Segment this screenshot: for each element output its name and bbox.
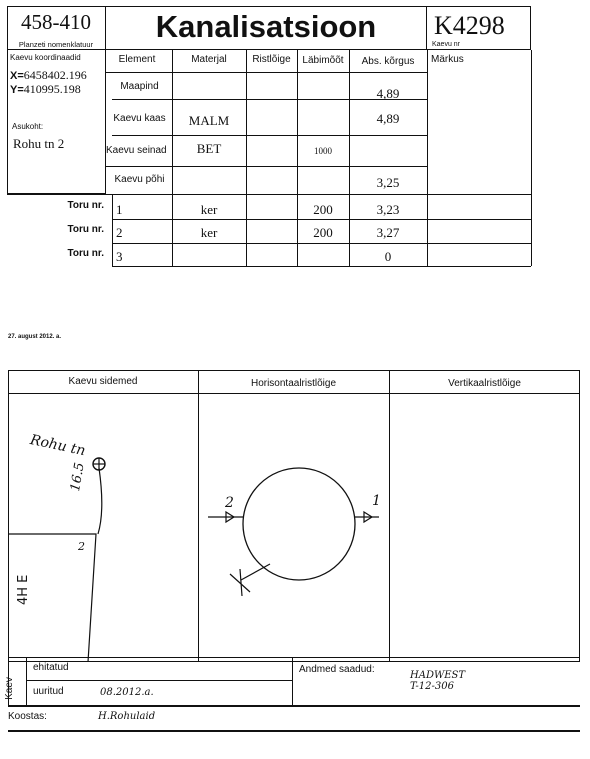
pipe-height: 3,27 <box>376 225 400 240</box>
col-header-element: Element <box>118 54 156 65</box>
panel-title-vertical: Vertikaalristlõige <box>448 378 521 389</box>
sketch-street-label: Rohu tn <box>28 432 87 460</box>
compiled-value: H.Rohulaid <box>98 711 156 722</box>
col-header-material: Materjal <box>191 54 227 65</box>
surveyed-value: 08.2012.a. <box>100 687 154 698</box>
well-circle <box>243 468 355 580</box>
table-line <box>112 135 427 136</box>
pipe-nr: 1 <box>116 202 123 217</box>
footer-line <box>292 657 293 705</box>
coordinates-caption: Kaevu koordinaadid <box>10 53 81 62</box>
pipe-mark-2: 2 <box>225 495 234 511</box>
row-element: Kaevu kaas <box>113 113 166 124</box>
table-line <box>105 72 427 73</box>
row-element: Kaevu põhi <box>114 174 165 185</box>
row-element: Kaevu seinad <box>106 145 167 156</box>
coord-x-label: X= <box>10 70 24 82</box>
date-line: 27. august 2012. a. <box>8 334 62 340</box>
table-line <box>112 266 531 267</box>
surveyed-label: uuritud <box>33 686 64 697</box>
panel-title-horizontal: Horisontaalristlõige <box>250 378 337 389</box>
horizontal-section <box>198 394 389 662</box>
footer-line <box>26 657 27 705</box>
drawing-divider <box>389 370 390 662</box>
map-sheet-caption: Planzeti nomenklatuur <box>18 40 94 49</box>
row-material: MALM <box>188 113 230 128</box>
coord-y <box>10 82 81 97</box>
row-height: 4,89 <box>376 111 400 126</box>
col-header-cross: Ristlõige <box>252 54 291 65</box>
coord-x <box>10 68 87 83</box>
row-material: BET <box>196 141 222 156</box>
built-label: ehitatud <box>33 662 69 673</box>
pipe-nr: 2 <box>116 225 123 240</box>
footer-line <box>8 730 580 732</box>
col-header-diameter: Läbimõõt <box>302 55 344 66</box>
pipe-diameter: 200 <box>313 202 333 217</box>
table-line <box>427 50 428 266</box>
table-line <box>7 194 531 195</box>
pipe-mark-1: 1 <box>372 493 381 509</box>
table-line <box>246 50 247 266</box>
coord-y-value: 410995.198 <box>23 82 81 96</box>
pipe-material: ker <box>200 202 218 217</box>
building-label: 4H E <box>16 574 31 605</box>
location-value: Rohu tn 2 <box>13 136 65 151</box>
pipe-nr: 3 <box>116 249 123 264</box>
sketch-house-number: 2 <box>78 540 85 553</box>
page-title: Kanalisatsioon <box>155 9 377 44</box>
footer-frame <box>8 657 580 705</box>
footer-line <box>8 705 580 707</box>
pipe-3-line <box>241 564 270 580</box>
footer-line <box>26 680 292 681</box>
table-line <box>112 194 113 266</box>
compiled-label: Koostas: <box>8 711 47 722</box>
pipe-material: ker <box>200 225 218 240</box>
col-header-notes: Märkus <box>431 54 464 65</box>
sketch-distance-label: 16.5 <box>68 461 88 493</box>
col-header-height: Abs. kõrgus <box>361 56 415 67</box>
location-label: Asukoht: <box>12 122 44 131</box>
footer-side-label: Kaev <box>3 677 15 700</box>
table-line <box>112 243 531 244</box>
row-element: Maapind <box>120 81 159 92</box>
row-diameter: 1000 <box>314 146 332 156</box>
data-source-label: Andmed saadud: <box>299 664 375 675</box>
pipe-diameter: 200 <box>313 225 333 240</box>
pipe-label: Toru nr. <box>67 200 104 211</box>
pipe-label: Toru nr. <box>67 248 104 259</box>
coord-x-value: 6458402.196 <box>23 68 87 82</box>
pipe-height: 0 <box>384 249 392 264</box>
table-line <box>105 166 427 167</box>
row-height: 4,89 <box>376 86 400 101</box>
table-line <box>112 219 531 220</box>
table-line <box>531 50 532 266</box>
well-symbol-icon <box>93 458 105 470</box>
data-source-company: HADWEST <box>410 670 466 681</box>
map-sheet-number: 458-410 <box>21 10 91 34</box>
well-id-caption: Kaevu nr <box>432 41 461 48</box>
data-source-code: T-12-306 <box>410 681 454 692</box>
connection-line <box>98 468 102 534</box>
row-height: 3,25 <box>376 175 400 190</box>
coord-y-label: Y= <box>10 84 24 96</box>
well-id: K4298 <box>434 11 505 40</box>
pipe-label: Toru nr. <box>67 224 104 235</box>
panel-title-connections: Kaevu sidemed <box>68 376 138 387</box>
pipe-height: 3,23 <box>376 202 400 217</box>
